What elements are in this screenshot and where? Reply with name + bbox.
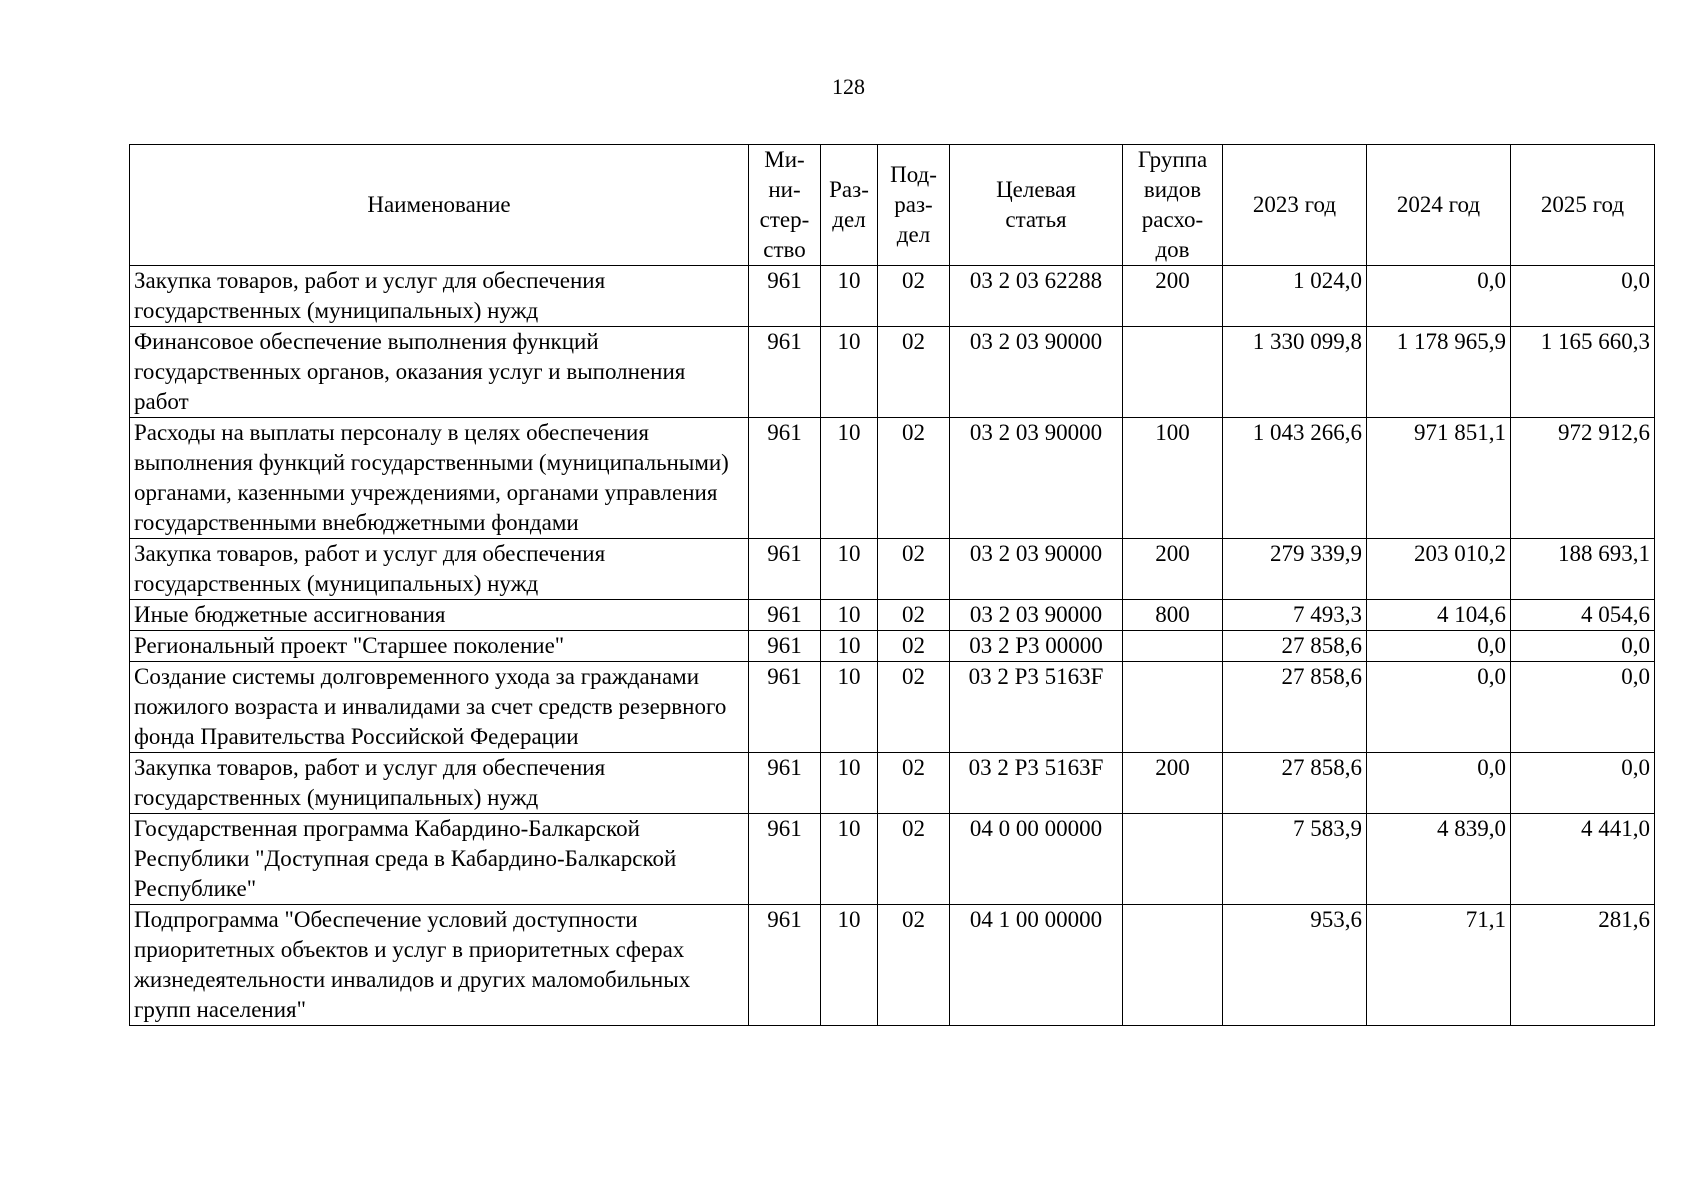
cell-group xyxy=(1123,662,1223,753)
cell-group xyxy=(1123,631,1223,662)
cell-name: Расходы на выплаты персоналу в целях обеспечения выполнения функций государственными (муниципальными) органами, казенными учреждениями, органами управления государственными внебюджетными фондами xyxy=(130,418,749,539)
cell-2025: 281,6 xyxy=(1511,905,1655,1026)
cell-ministry: 961 xyxy=(749,418,821,539)
cell-group: 200 xyxy=(1123,753,1223,814)
cell-group: 800 xyxy=(1123,600,1223,631)
cell-2024: 0,0 xyxy=(1367,662,1511,753)
cell-section: 10 xyxy=(821,327,878,418)
cell-ministry: 961 xyxy=(749,753,821,814)
cell-ministry: 961 xyxy=(749,814,821,905)
cell-2025: 0,0 xyxy=(1511,753,1655,814)
cell-subsection: 02 xyxy=(878,418,950,539)
table-row xyxy=(130,814,1655,905)
header-2025: 2025 год xyxy=(1511,145,1655,266)
header-2024: 2024 год xyxy=(1367,145,1511,266)
cell-name: Государственная программа Кабардино-Балкарской Республики "Доступная среда в Кабардино-Балкарской Республике" xyxy=(130,814,749,905)
cell-group xyxy=(1123,814,1223,905)
cell-2025: 0,0 xyxy=(1511,662,1655,753)
cell-2025: 4 054,6 xyxy=(1511,600,1655,631)
cell-target: 03 2 03 62288 xyxy=(950,266,1123,327)
table-row xyxy=(130,327,1655,418)
table-row xyxy=(130,753,1655,814)
cell-2024: 0,0 xyxy=(1367,631,1511,662)
cell-2024: 971 851,1 xyxy=(1367,418,1511,539)
cell-name: Финансовое обеспечение выполнения функций государственных органов, оказания услуг и выполнения работ xyxy=(130,327,749,418)
cell-2024: 0,0 xyxy=(1367,266,1511,327)
cell-2025: 1 165 660,3 xyxy=(1511,327,1655,418)
cell-target: 03 2 P3 5163F xyxy=(950,662,1123,753)
cell-name: Закупка товаров, работ и услуг для обеспечения государственных (муниципальных) нужд xyxy=(130,539,749,600)
cell-target: 03 2 03 90000 xyxy=(950,600,1123,631)
cell-section: 10 xyxy=(821,814,878,905)
cell-name: Иные бюджетные ассигнования xyxy=(130,600,749,631)
header-section: Раз- дел xyxy=(821,145,878,266)
cell-ministry: 961 xyxy=(749,539,821,600)
cell-group: 100 xyxy=(1123,418,1223,539)
cell-2024: 203 010,2 xyxy=(1367,539,1511,600)
cell-group xyxy=(1123,327,1223,418)
cell-target: 03 2 P3 5163F xyxy=(950,753,1123,814)
cell-name: Закупка товаров, работ и услуг для обеспечения государственных (муниципальных) нужд xyxy=(130,266,749,327)
header-target-article: Целевая статья xyxy=(950,145,1123,266)
header-expense-group: Группа видов расхо- дов xyxy=(1123,145,1223,266)
cell-2025: 4 441,0 xyxy=(1511,814,1655,905)
cell-2024: 71,1 xyxy=(1367,905,1511,1026)
cell-2023: 953,6 xyxy=(1223,905,1367,1026)
cell-group xyxy=(1123,905,1223,1026)
cell-subsection: 02 xyxy=(878,600,950,631)
header-ministry: Ми- ни- стер- ство xyxy=(749,145,821,266)
table-row xyxy=(130,662,1655,753)
cell-2023: 27 858,6 xyxy=(1223,631,1367,662)
cell-name: Региональный проект "Старшее поколение" xyxy=(130,631,749,662)
table-row xyxy=(130,905,1655,1026)
table-row xyxy=(130,539,1655,600)
table-row xyxy=(130,631,1655,662)
cell-2023: 1 024,0 xyxy=(1223,266,1367,327)
cell-subsection: 02 xyxy=(878,631,950,662)
table-row xyxy=(130,600,1655,631)
cell-target: 03 2 03 90000 xyxy=(950,539,1123,600)
cell-target: 03 2 03 90000 xyxy=(950,418,1123,539)
cell-2024: 0,0 xyxy=(1367,753,1511,814)
cell-target: 04 1 00 00000 xyxy=(950,905,1123,1026)
cell-section: 10 xyxy=(821,662,878,753)
cell-subsection: 02 xyxy=(878,753,950,814)
cell-target: 04 0 00 00000 xyxy=(950,814,1123,905)
header-name: Наименование xyxy=(130,145,749,266)
cell-2023: 7 583,9 xyxy=(1223,814,1367,905)
cell-ministry: 961 xyxy=(749,327,821,418)
cell-section: 10 xyxy=(821,539,878,600)
cell-ministry: 961 xyxy=(749,905,821,1026)
cell-2023: 27 858,6 xyxy=(1223,662,1367,753)
budget-table xyxy=(129,144,1655,1026)
cell-name: Закупка товаров, работ и услуг для обеспечения государственных (муниципальных) нужд xyxy=(130,753,749,814)
header-2023: 2023 год xyxy=(1223,145,1367,266)
cell-target: 03 2 P3 00000 xyxy=(950,631,1123,662)
page-number: 128 xyxy=(832,74,865,99)
cell-2025: 0,0 xyxy=(1511,266,1655,327)
cell-group: 200 xyxy=(1123,266,1223,327)
cell-2023: 1 330 099,8 xyxy=(1223,327,1367,418)
cell-ministry: 961 xyxy=(749,600,821,631)
header-subsection: Под- раз- дел xyxy=(878,145,950,266)
cell-subsection: 02 xyxy=(878,662,950,753)
cell-group: 200 xyxy=(1123,539,1223,600)
cell-section: 10 xyxy=(821,266,878,327)
table-row xyxy=(130,418,1655,539)
cell-subsection: 02 xyxy=(878,539,950,600)
cell-ministry: 961 xyxy=(749,631,821,662)
cell-2023: 279 339,9 xyxy=(1223,539,1367,600)
cell-2023: 27 858,6 xyxy=(1223,753,1367,814)
cell-section: 10 xyxy=(821,600,878,631)
cell-2023: 1 043 266,6 xyxy=(1223,418,1367,539)
cell-2024: 4 839,0 xyxy=(1367,814,1511,905)
cell-section: 10 xyxy=(821,631,878,662)
cell-2025: 0,0 xyxy=(1511,631,1655,662)
table-header-row xyxy=(130,145,1655,266)
cell-subsection: 02 xyxy=(878,327,950,418)
cell-section: 10 xyxy=(821,905,878,1026)
cell-subsection: 02 xyxy=(878,814,950,905)
cell-name: Создание системы долговременного ухода за гражданами пожилого возраста и инвалидами за счет средств резервного фонда Правительства Российской Федерации xyxy=(130,662,749,753)
cell-section: 10 xyxy=(821,418,878,539)
cell-ministry: 961 xyxy=(749,662,821,753)
cell-2024: 4 104,6 xyxy=(1367,600,1511,631)
cell-name: Подпрограмма "Обеспечение условий доступности приоритетных объектов и услуг в приоритетных сферах жизнедеятельности инвалидов и других маломобильных групп населения" xyxy=(130,905,749,1026)
cell-2023: 7 493,3 xyxy=(1223,600,1367,631)
cell-2025: 972 912,6 xyxy=(1511,418,1655,539)
cell-2024: 1 178 965,9 xyxy=(1367,327,1511,418)
cell-ministry: 961 xyxy=(749,266,821,327)
cell-section: 10 xyxy=(821,753,878,814)
cell-target: 03 2 03 90000 xyxy=(950,327,1123,418)
table-row xyxy=(130,266,1655,327)
cell-2025: 188 693,1 xyxy=(1511,539,1655,600)
cell-subsection: 02 xyxy=(878,266,950,327)
cell-subsection: 02 xyxy=(878,905,950,1026)
